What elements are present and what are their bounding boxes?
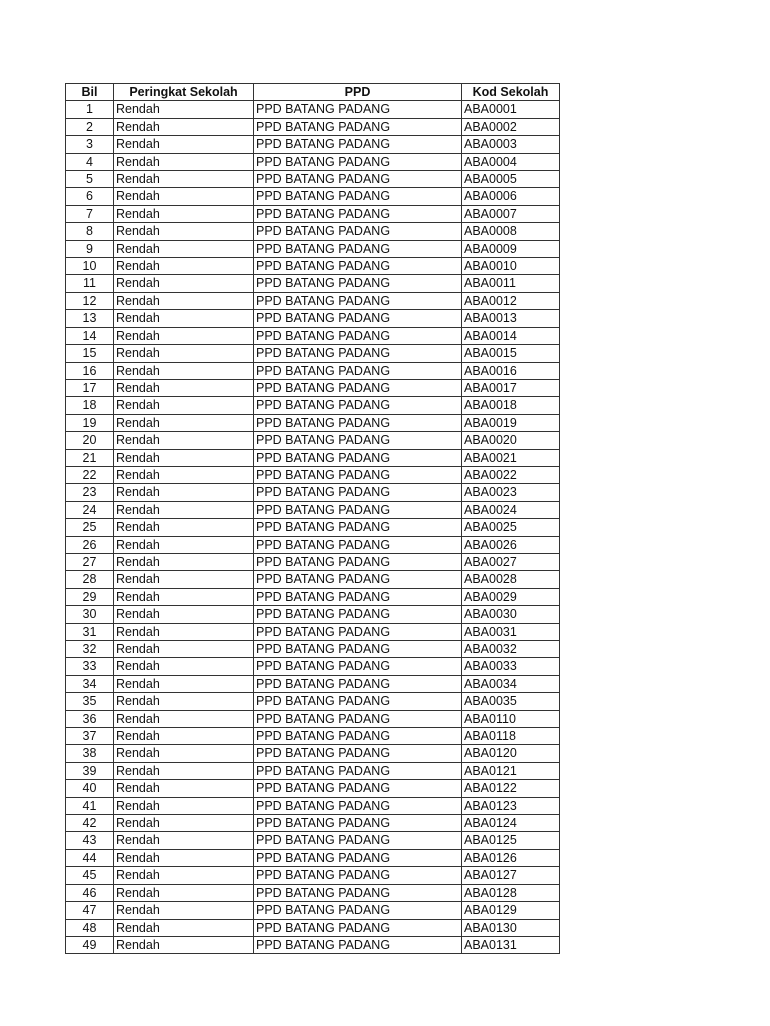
cell-peringkat-sekolah: Rendah [114,641,254,658]
cell-peringkat-sekolah: Rendah [114,710,254,727]
table-row [66,188,560,205]
table-row [66,118,560,135]
cell-ppd: PPD BATANG PADANG [254,432,462,449]
cell-bil: 21 [66,449,114,466]
cell-kod-sekolah: ABA0118 [462,728,560,745]
cell-ppd: PPD BATANG PADANG [254,501,462,518]
cell-peringkat-sekolah: Rendah [114,327,254,344]
cell-bil: 5 [66,171,114,188]
cell-peringkat-sekolah: Rendah [114,379,254,396]
cell-bil: 12 [66,292,114,309]
table-row [66,153,560,170]
cell-bil: 43 [66,832,114,849]
cell-kod-sekolah: ABA0033 [462,658,560,675]
table-row [66,397,560,414]
cell-ppd: PPD BATANG PADANG [254,797,462,814]
table-row [66,919,560,936]
table-row [66,536,560,553]
cell-kod-sekolah: ABA0020 [462,432,560,449]
table-row [66,205,560,222]
table-row [66,623,560,640]
cell-bil: 20 [66,432,114,449]
cell-bil: 42 [66,815,114,832]
cell-ppd: PPD BATANG PADANG [254,571,462,588]
cell-kod-sekolah: ABA0122 [462,780,560,797]
cell-ppd: PPD BATANG PADANG [254,101,462,118]
cell-kod-sekolah: ABA0120 [462,745,560,762]
cell-ppd: PPD BATANG PADANG [254,449,462,466]
cell-bil: 10 [66,258,114,275]
table-row [66,606,560,623]
school-table [65,83,560,954]
cell-ppd: PPD BATANG PADANG [254,641,462,658]
cell-bil: 35 [66,693,114,710]
cell-ppd: PPD BATANG PADANG [254,258,462,275]
cell-bil: 31 [66,623,114,640]
table-row [66,379,560,396]
cell-kod-sekolah: ABA0029 [462,588,560,605]
cell-ppd: PPD BATANG PADANG [254,762,462,779]
cell-peringkat-sekolah: Rendah [114,623,254,640]
cell-ppd: PPD BATANG PADANG [254,902,462,919]
cell-peringkat-sekolah: Rendah [114,484,254,501]
table-row [66,171,560,188]
table-row [66,797,560,814]
table-row [66,362,560,379]
cell-bil: 28 [66,571,114,588]
table-row [66,292,560,309]
cell-ppd: PPD BATANG PADANG [254,658,462,675]
cell-peringkat-sekolah: Rendah [114,362,254,379]
cell-ppd: PPD BATANG PADANG [254,867,462,884]
cell-peringkat-sekolah: Rendah [114,101,254,118]
cell-kod-sekolah: ABA0007 [462,205,560,222]
cell-kod-sekolah: ABA0028 [462,571,560,588]
cell-kod-sekolah: ABA0023 [462,484,560,501]
cell-bil: 3 [66,136,114,153]
cell-peringkat-sekolah: Rendah [114,797,254,814]
table-row [66,867,560,884]
table-row [66,693,560,710]
cell-peringkat-sekolah: Rendah [114,571,254,588]
cell-kod-sekolah: ABA0032 [462,641,560,658]
cell-peringkat-sekolah: Rendah [114,501,254,518]
cell-bil: 45 [66,867,114,884]
cell-bil: 8 [66,223,114,240]
cell-ppd: PPD BATANG PADANG [254,310,462,327]
table-row [66,240,560,257]
table-row [66,414,560,431]
cell-kod-sekolah: ABA0130 [462,919,560,936]
cell-ppd: PPD BATANG PADANG [254,171,462,188]
cell-peringkat-sekolah: Rendah [114,118,254,135]
table-row [66,484,560,501]
cell-bil: 40 [66,780,114,797]
table-row [66,588,560,605]
cell-kod-sekolah: ABA0127 [462,867,560,884]
cell-kod-sekolah: ABA0027 [462,553,560,570]
cell-ppd: PPD BATANG PADANG [254,710,462,727]
header-kod-sekolah: Kod Sekolah [462,84,560,101]
cell-bil: 36 [66,710,114,727]
table-row [66,675,560,692]
cell-peringkat-sekolah: Rendah [114,205,254,222]
cell-bil: 29 [66,588,114,605]
cell-peringkat-sekolah: Rendah [114,258,254,275]
cell-peringkat-sekolah: Rendah [114,188,254,205]
cell-ppd: PPD BATANG PADANG [254,484,462,501]
cell-bil: 38 [66,745,114,762]
table-row [66,466,560,483]
header-ppd: PPD [254,84,462,101]
cell-kod-sekolah: ABA0128 [462,884,560,901]
cell-kod-sekolah: ABA0024 [462,501,560,518]
cell-peringkat-sekolah: Rendah [114,275,254,292]
cell-bil: 30 [66,606,114,623]
header-bil: Bil [66,84,114,101]
cell-ppd: PPD BATANG PADANG [254,780,462,797]
cell-bil: 37 [66,728,114,745]
table-row [66,815,560,832]
table-row [66,345,560,362]
cell-peringkat-sekolah: Rendah [114,519,254,536]
cell-bil: 25 [66,519,114,536]
cell-ppd: PPD BATANG PADANG [254,606,462,623]
table-header-row [66,84,560,101]
cell-bil: 2 [66,118,114,135]
cell-kod-sekolah: ABA0001 [462,101,560,118]
header-peringkat-sekolah: Peringkat Sekolah [114,84,254,101]
cell-kod-sekolah: ABA0015 [462,345,560,362]
cell-peringkat-sekolah: Rendah [114,849,254,866]
cell-kod-sekolah: ABA0005 [462,171,560,188]
cell-bil: 18 [66,397,114,414]
cell-bil: 41 [66,797,114,814]
cell-peringkat-sekolah: Rendah [114,588,254,605]
cell-peringkat-sekolah: Rendah [114,153,254,170]
cell-ppd: PPD BATANG PADANG [254,553,462,570]
cell-peringkat-sekolah: Rendah [114,223,254,240]
cell-bil: 15 [66,345,114,362]
cell-ppd: PPD BATANG PADANG [254,275,462,292]
cell-kod-sekolah: ABA0017 [462,379,560,396]
cell-ppd: PPD BATANG PADANG [254,327,462,344]
cell-peringkat-sekolah: Rendah [114,240,254,257]
cell-peringkat-sekolah: Rendah [114,832,254,849]
cell-kod-sekolah: ABA0004 [462,153,560,170]
table-row [66,902,560,919]
table-row [66,832,560,849]
table-row [66,728,560,745]
cell-ppd: PPD BATANG PADANG [254,832,462,849]
cell-kod-sekolah: ABA0006 [462,188,560,205]
cell-bil: 24 [66,501,114,518]
cell-ppd: PPD BATANG PADANG [254,136,462,153]
cell-ppd: PPD BATANG PADANG [254,745,462,762]
cell-ppd: PPD BATANG PADANG [254,118,462,135]
cell-kod-sekolah: ABA0021 [462,449,560,466]
cell-ppd: PPD BATANG PADANG [254,536,462,553]
table-row [66,571,560,588]
cell-bil: 4 [66,153,114,170]
cell-kod-sekolah: ABA0011 [462,275,560,292]
cell-kod-sekolah: ABA0123 [462,797,560,814]
cell-peringkat-sekolah: Rendah [114,728,254,745]
cell-kod-sekolah: ABA0126 [462,849,560,866]
cell-peringkat-sekolah: Rendah [114,693,254,710]
cell-bil: 9 [66,240,114,257]
cell-ppd: PPD BATANG PADANG [254,292,462,309]
table-row [66,745,560,762]
cell-kod-sekolah: ABA0013 [462,310,560,327]
cell-ppd: PPD BATANG PADANG [254,397,462,414]
cell-peringkat-sekolah: Rendah [114,292,254,309]
cell-kod-sekolah: ABA0003 [462,136,560,153]
cell-peringkat-sekolah: Rendah [114,815,254,832]
cell-bil: 47 [66,902,114,919]
cell-bil: 44 [66,849,114,866]
cell-ppd: PPD BATANG PADANG [254,519,462,536]
cell-ppd: PPD BATANG PADANG [254,919,462,936]
cell-bil: 11 [66,275,114,292]
cell-ppd: PPD BATANG PADANG [254,153,462,170]
cell-bil: 7 [66,205,114,222]
cell-bil: 23 [66,484,114,501]
cell-peringkat-sekolah: Rendah [114,675,254,692]
cell-peringkat-sekolah: Rendah [114,136,254,153]
table-row [66,658,560,675]
cell-bil: 26 [66,536,114,553]
table-row [66,310,560,327]
cell-peringkat-sekolah: Rendah [114,867,254,884]
table-row [66,710,560,727]
table-row [66,101,560,118]
cell-peringkat-sekolah: Rendah [114,414,254,431]
cell-bil: 32 [66,641,114,658]
cell-kod-sekolah: ABA0026 [462,536,560,553]
cell-kod-sekolah: ABA0129 [462,902,560,919]
table-row [66,449,560,466]
table-row [66,884,560,901]
cell-kod-sekolah: ABA0125 [462,832,560,849]
cell-kod-sekolah: ABA0012 [462,292,560,309]
cell-peringkat-sekolah: Rendah [114,919,254,936]
cell-kod-sekolah: ABA0121 [462,762,560,779]
cell-kod-sekolah: ABA0034 [462,675,560,692]
cell-bil: 46 [66,884,114,901]
cell-kod-sekolah: ABA0025 [462,519,560,536]
cell-kod-sekolah: ABA0008 [462,223,560,240]
cell-kod-sekolah: ABA0131 [462,936,560,953]
cell-kod-sekolah: ABA0022 [462,466,560,483]
cell-bil: 19 [66,414,114,431]
cell-bil: 17 [66,379,114,396]
cell-ppd: PPD BATANG PADANG [254,379,462,396]
cell-peringkat-sekolah: Rendah [114,606,254,623]
table-row [66,936,560,953]
cell-ppd: PPD BATANG PADANG [254,414,462,431]
cell-peringkat-sekolah: Rendah [114,884,254,901]
cell-ppd: PPD BATANG PADANG [254,884,462,901]
cell-bil: 6 [66,188,114,205]
table-body [66,101,560,954]
cell-kod-sekolah: ABA0010 [462,258,560,275]
cell-ppd: PPD BATANG PADANG [254,466,462,483]
cell-bil: 39 [66,762,114,779]
cell-ppd: PPD BATANG PADANG [254,675,462,692]
cell-ppd: PPD BATANG PADANG [254,693,462,710]
cell-bil: 22 [66,466,114,483]
cell-ppd: PPD BATANG PADANG [254,240,462,257]
cell-ppd: PPD BATANG PADANG [254,815,462,832]
cell-bil: 34 [66,675,114,692]
cell-peringkat-sekolah: Rendah [114,397,254,414]
table-row [66,327,560,344]
cell-peringkat-sekolah: Rendah [114,762,254,779]
cell-ppd: PPD BATANG PADANG [254,849,462,866]
table-row [66,223,560,240]
cell-kod-sekolah: ABA0124 [462,815,560,832]
table-row [66,849,560,866]
table-row [66,432,560,449]
cell-kod-sekolah: ABA0035 [462,693,560,710]
cell-kod-sekolah: ABA0016 [462,362,560,379]
table-row [66,762,560,779]
cell-peringkat-sekolah: Rendah [114,553,254,570]
cell-kod-sekolah: ABA0030 [462,606,560,623]
cell-peringkat-sekolah: Rendah [114,902,254,919]
cell-kod-sekolah: ABA0019 [462,414,560,431]
cell-bil: 13 [66,310,114,327]
cell-ppd: PPD BATANG PADANG [254,345,462,362]
cell-kod-sekolah: ABA0009 [462,240,560,257]
table-row [66,501,560,518]
cell-ppd: PPD BATANG PADANG [254,728,462,745]
cell-kod-sekolah: ABA0110 [462,710,560,727]
table-row [66,136,560,153]
cell-peringkat-sekolah: Rendah [114,310,254,327]
cell-bil: 16 [66,362,114,379]
cell-ppd: PPD BATANG PADANG [254,623,462,640]
cell-peringkat-sekolah: Rendah [114,345,254,362]
cell-bil: 48 [66,919,114,936]
table-row [66,553,560,570]
cell-bil: 1 [66,101,114,118]
cell-kod-sekolah: ABA0014 [462,327,560,344]
cell-ppd: PPD BATANG PADANG [254,205,462,222]
cell-peringkat-sekolah: Rendah [114,449,254,466]
cell-kod-sekolah: ABA0031 [462,623,560,640]
cell-peringkat-sekolah: Rendah [114,780,254,797]
cell-ppd: PPD BATANG PADANG [254,588,462,605]
cell-peringkat-sekolah: Rendah [114,432,254,449]
table-row [66,641,560,658]
cell-bil: 49 [66,936,114,953]
cell-kod-sekolah: ABA0002 [462,118,560,135]
cell-peringkat-sekolah: Rendah [114,658,254,675]
cell-peringkat-sekolah: Rendah [114,171,254,188]
cell-peringkat-sekolah: Rendah [114,745,254,762]
cell-ppd: PPD BATANG PADANG [254,223,462,240]
cell-peringkat-sekolah: Rendah [114,466,254,483]
cell-bil: 14 [66,327,114,344]
cell-ppd: PPD BATANG PADANG [254,188,462,205]
cell-bil: 27 [66,553,114,570]
cell-kod-sekolah: ABA0018 [462,397,560,414]
cell-peringkat-sekolah: Rendah [114,936,254,953]
cell-peringkat-sekolah: Rendah [114,536,254,553]
table-row [66,519,560,536]
cell-ppd: PPD BATANG PADANG [254,936,462,953]
table-row [66,258,560,275]
cell-bil: 33 [66,658,114,675]
cell-ppd: PPD BATANG PADANG [254,362,462,379]
table-row [66,275,560,292]
table-row [66,780,560,797]
